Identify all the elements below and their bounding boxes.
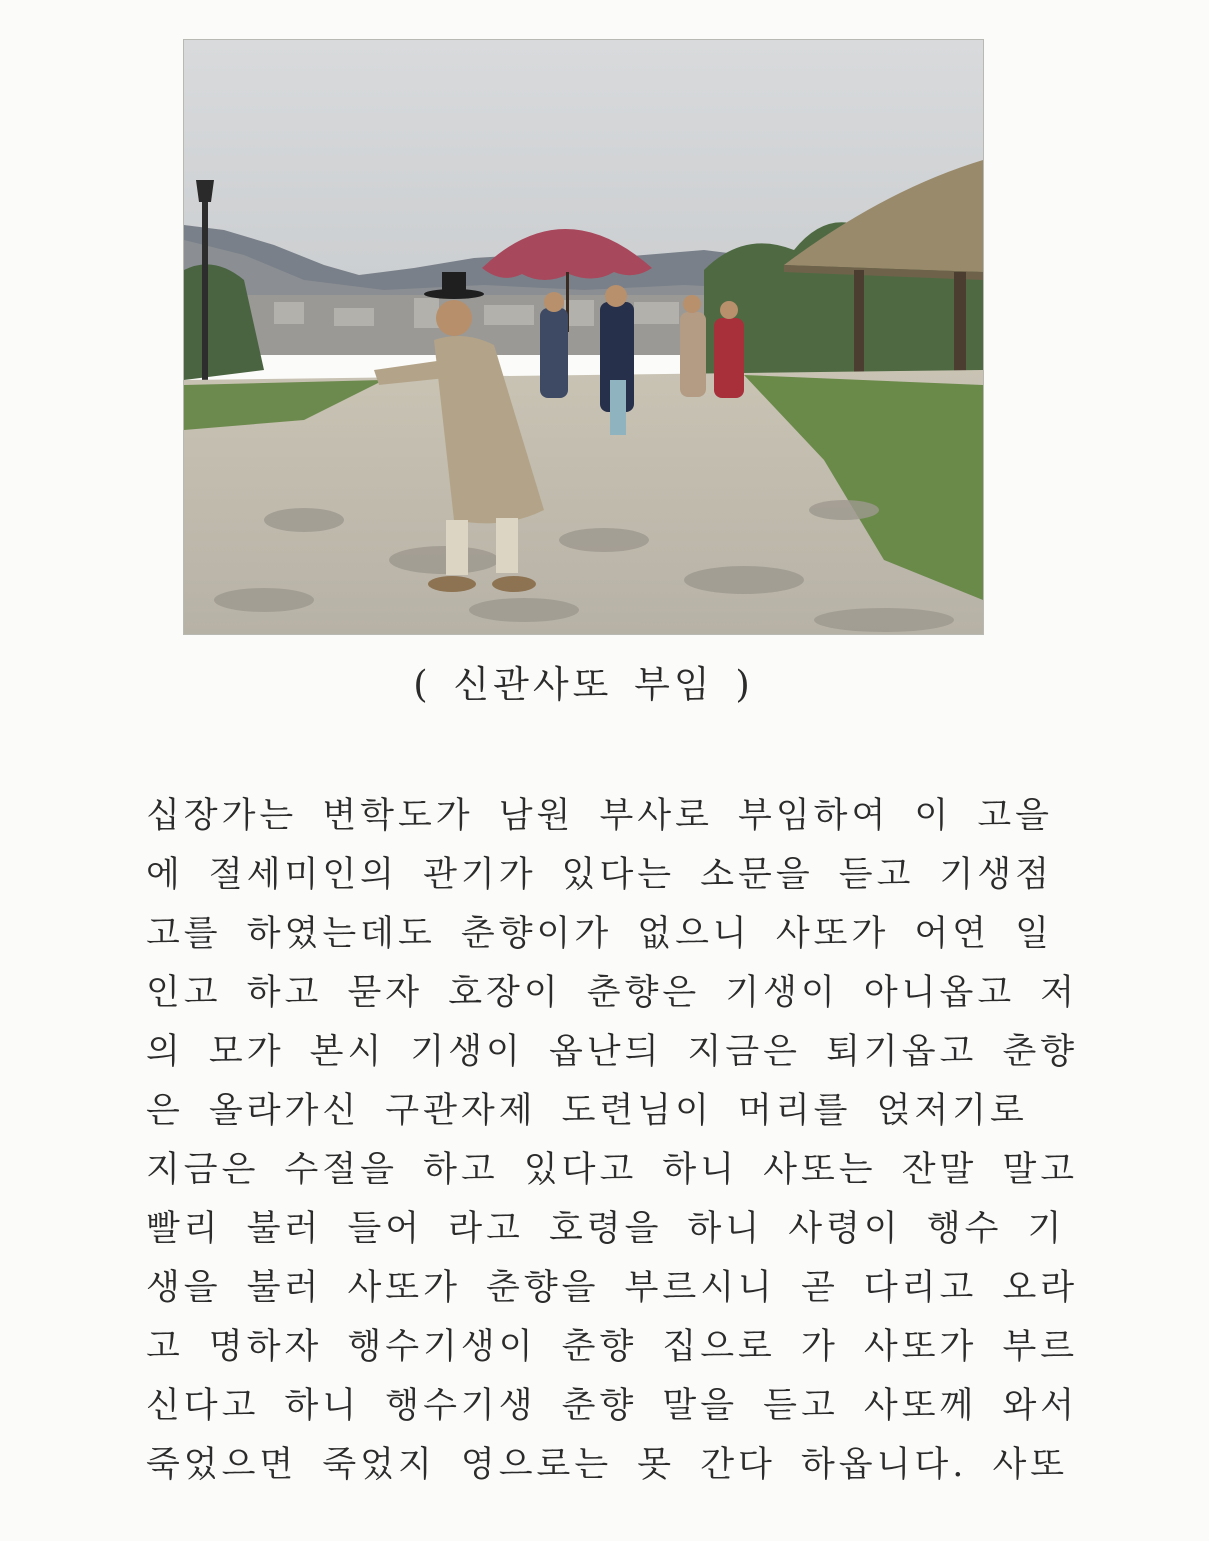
text-line: 고를 하였는데도 춘향이가 없으니 사또가 어연 일 [146, 914, 1053, 954]
text-line: 십장가는 변학도가 남원 부사로 부임하여 이 고을 [146, 796, 1053, 836]
text-line: 의 모가 본시 기생이 옵난듸 지금은 퇴기옵고 춘향 [146, 1032, 1079, 1072]
scene-photo [184, 40, 983, 634]
photo-caption: ( 신관사또 부임 ) [413, 663, 754, 706]
text-line: 죽었으면 죽었지 영으로는 못 간다 하옵니다. 사또 [146, 1445, 1069, 1485]
text-line: 에 절세미인의 관기가 있다는 소문을 듣고 기생점 [146, 855, 1053, 895]
text-line: 인고 하고 묻자 호장이 춘향은 기생이 아니옵고 저 [146, 973, 1079, 1013]
text-line: 빨리 불러 들어 라고 호령을 하니 사령이 행수 기 [146, 1209, 1066, 1249]
photo-illustration [184, 40, 983, 634]
text-line: 지금은 수절을 하고 있다고 하니 사또는 잔말 말고 [146, 1150, 1079, 1190]
text-line: 신다고 하니 행수기생 춘향 말을 듣고 사또께 와서 [146, 1386, 1079, 1426]
text-line: 생을 불러 사또가 춘향을 부르시니 곧 다리고 오라 [146, 1268, 1079, 1308]
text-line: 고 명하자 행수기생이 춘향 집으로 가 사또가 부르 [146, 1327, 1079, 1367]
text-line: 은 올라가신 구관자제 도련님이 머리를 얹저기로 [146, 1091, 1028, 1131]
body-paragraph [146, 787, 1079, 1495]
